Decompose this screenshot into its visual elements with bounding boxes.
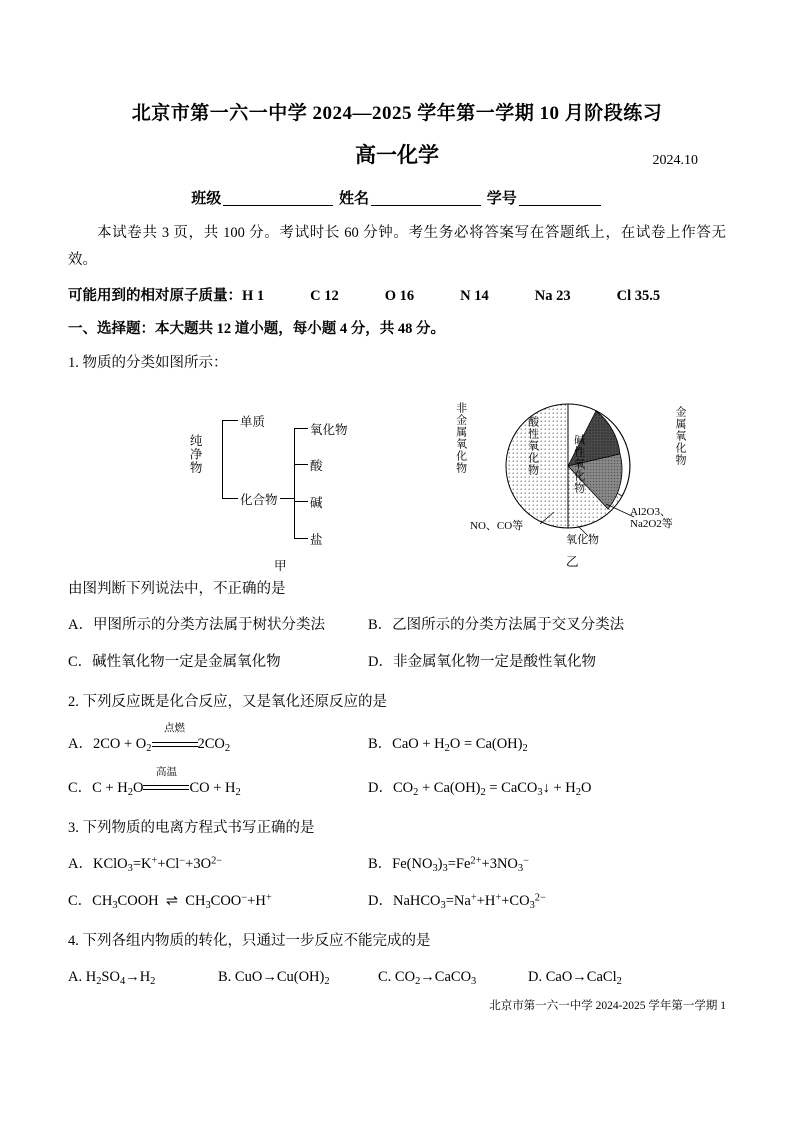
atomic-mass-line [68, 284, 726, 305]
pie-classification-diagram [448, 384, 728, 569]
tree-leaf3-line [294, 501, 308, 502]
question-1-option-b[interactable]: B．乙图所示的分类方法属于交叉分类法 [368, 616, 625, 633]
tree-root-label: 纯净物 [188, 433, 203, 475]
tree-leaf-acid: 酸 [310, 458, 323, 473]
question-3-option-a[interactable]: A．$KClO_3=K^++Cl^-+3O^{2-}$ [68, 854, 223, 874]
question-3-option-c[interactable]: C．$CH_3COOH$ ⇌ $CH_3COO^-+H^+$ [68, 892, 272, 912]
question-2-number: 2. [68, 693, 79, 710]
tree-branch2-stem [280, 498, 294, 499]
question-2-option-a[interactable]: A．$2CO + O_2$ 点燃 $2CO_2$ [68, 731, 368, 759]
question-4-option-d[interactable]: D. CaO→CaCl$_2$ [528, 969, 622, 988]
tree-root-branch2-line [222, 498, 238, 499]
subject-row [68, 139, 726, 169]
class-input-line[interactable] [223, 190, 333, 206]
pie-label-acidic-oxide: 酸性氧化物 [526, 415, 539, 476]
atomic-mass-h: H 1 [242, 287, 265, 304]
pie-label-metal-oxide: 金属氧化物 [674, 405, 686, 466]
question-2-stem [68, 689, 726, 715]
question-2-option-a-letter: A [68, 736, 79, 752]
atomic-mass-o: O 16 [384, 287, 415, 304]
id-label: 学号 [486, 191, 517, 207]
question-4-option-b[interactable]: B. $CuO\to Cu(OH)_2$ [218, 969, 330, 988]
question-2-options-row-1 [68, 723, 726, 759]
atomic-mass-prefix: 可能用到的相对原子质量： [68, 287, 242, 304]
question-2-option-d[interactable]: D．$CO_2 + Ca(OH)_2$ = CaCO$_3$↓ + $H_2O$ [368, 779, 592, 798]
tree-caption: 甲 [274, 558, 287, 573]
tree-branch1-label: 单质 [240, 414, 266, 429]
student-fields [68, 187, 726, 208]
question-3-option-b[interactable]: B．$Fe(NO_3)_3=Fe^{2+}+3NO_3^-$ [368, 854, 530, 874]
name-label: 姓名 [338, 191, 369, 207]
class-label: 班级 [191, 191, 222, 207]
tree-root-branch1-line [222, 420, 238, 421]
question-2-options-row-2 [68, 766, 726, 803]
tree-leaf-oxide: 氧化物 [310, 422, 348, 437]
page-footer: 北京市第一六一中学 2024-2025 学年第一学期 1 [489, 1000, 726, 1012]
question-1-options-row-2 [68, 649, 726, 677]
question-4-option-c[interactable]: C. $CO_2\to CaCO_3$ [378, 969, 477, 988]
question-1-text: 物质的分类如图所示： [82, 354, 228, 371]
atomic-mass-cl: Cl 35.5 [616, 287, 661, 304]
question-2-text: 下列反应既是化合反应，又是氧化还原反应的是 [82, 693, 387, 710]
pie-label-oxide: 氧化物 [566, 533, 599, 546]
question-3-number: 3. [68, 819, 79, 836]
tree-leaf2-line [294, 464, 308, 465]
question-3-stem [68, 815, 726, 841]
tree-leaf-base: 碱 [310, 495, 323, 510]
tree-leaf-salt: 盐 [310, 532, 323, 547]
question-2-option-b-letter: B [368, 736, 378, 752]
question-2-option-c[interactable]: C．$C + H_2O$ 高温 CO + $H_2$ [68, 775, 368, 803]
section-heading-1: 一、选择题：本大题共 12 道小题，每小题 4 分，共 48 分。 [68, 320, 445, 337]
pie-label-al2o3-na2o2: Al2O3、Na2O2等 [630, 505, 673, 531]
question-1-option-d[interactable]: D．非金属氧化物一定是酸性氧化物 [368, 654, 596, 671]
question-1-option-a[interactable]: A．甲图所示的分类方法属于树状分类法 [68, 616, 325, 633]
question-1-figure [68, 384, 726, 573]
pie-svg [448, 384, 728, 559]
question-2-option-c-letter: C [68, 779, 78, 796]
question-3-text: 下列物质的电离方程式书写正确的是 [82, 819, 315, 836]
question-3-options-row-2 [68, 888, 726, 916]
name-input-line[interactable] [371, 190, 481, 206]
page-title: 北京市第一六一中学 2024—2025 学年第一学期 10 月阶段练习 [131, 103, 663, 124]
pie-caption: 乙 [566, 554, 579, 569]
instructions-line: 本试卷共 3 页，共 100 分。考试时长 60 分钟。考生务必将答案写在答题纸上，在试卷上作答无效。 [68, 225, 726, 268]
id-input-line[interactable] [519, 190, 601, 206]
question-3-options-row-1 [68, 851, 726, 879]
question-2-option-b[interactable]: B．CaO + $H_2O = Ca(OH)_2$ [368, 736, 528, 754]
question-4-option-a[interactable]: A. $H_2SO_4\to H_2$ [68, 969, 156, 988]
tree-branch2-vline [294, 428, 295, 538]
atomic-mass-n: N 14 [460, 287, 489, 304]
pie-label-basic-oxide: 碱性氧化物 [572, 433, 585, 494]
tree-leaf1-line [294, 428, 308, 429]
question-4-options-row [68, 964, 726, 992]
atomic-mass-c: C 12 [310, 287, 339, 304]
question-1-after-figure: 由图判断下列说法中，不正确的是 [68, 580, 286, 597]
tree-root-vline [222, 420, 223, 498]
question-1-options-row-1 [68, 612, 726, 640]
question-2-option-c-condition: 高温 [155, 766, 177, 778]
question-2-option-a-condition: 点燃 [164, 723, 185, 734]
pie-label-nonmetal-oxide: 非金属氧化物 [454, 401, 467, 474]
question-2-option-d-letter: D [368, 779, 379, 796]
tree-branch2-label: 化合物 [240, 492, 278, 507]
atomic-mass-na: Na 23 [534, 287, 571, 304]
pie-label-no-co: NO、CO等 [470, 519, 524, 532]
question-1-option-c[interactable]: C．碱性氧化物一定是金属氧化物 [68, 654, 281, 671]
question-1-number: 1. [68, 354, 79, 371]
subject-title: 高一化学 [355, 143, 439, 167]
tree-classification-diagram [188, 406, 418, 573]
question-4-stem [68, 928, 726, 954]
exam-date: 2024.10 [652, 153, 698, 168]
question-4-number: 4. [68, 933, 79, 950]
question-3-option-d[interactable]: D．$NaHCO_3=Na^++H^++CO_3^{2-}$ [368, 892, 546, 912]
tree-leaf4-line [294, 538, 308, 539]
question-1-stem [68, 350, 726, 376]
question-4-text: 下列各组内物质的转化，只通过一步反应不能完成的是 [82, 933, 431, 950]
